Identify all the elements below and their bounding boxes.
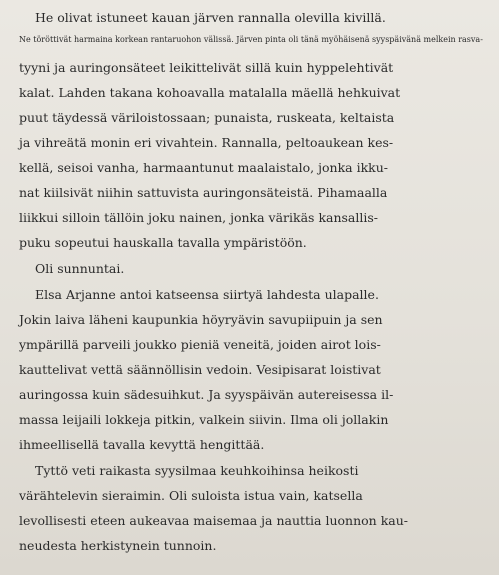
text-line: Oli sunnuntai. (35, 261, 125, 276)
text-line: ihmeellisellä tavalla kevyttä hengittää. (19, 437, 265, 452)
text-line: neudesta herkistynein tunnoin. (19, 538, 217, 553)
text-line: He olivat istuneet kauan järven rannalla olevilla kivillä. (35, 10, 386, 25)
text-line: nat kiilsivät niihin sattuvista auringonsäteistä. Pihamaalla (19, 185, 388, 200)
text-line: ja vihreätä monin eri vivahtein. Rannalla, peltoaukean kes- (19, 135, 394, 150)
text-line: Tyttö veti raikasta syysilmaa keuhkoihinsa heikosti (35, 463, 359, 478)
text-line: tyyni ja auringonsäteet leikittelivät sillä kuin hyppelehtivät (19, 60, 394, 75)
text-line: värähtelevin sieraimin. Oli suloista istua vain, katsella (19, 488, 363, 503)
text-line: kalat. Lahden takana kohoavalla matalalla mäellä hehkuivat (19, 85, 401, 100)
text-line: massa leijaili lokkeja pitkin, valkein siivin. Ilma oli jollakin (19, 412, 389, 427)
text-line: liikkui silloin tällöin joku nainen, jonka värikäs kansallis- (19, 210, 379, 225)
text-line: kauttelivat vettä säännöllisin vedoin. Vesipisarat loistivat (19, 362, 381, 377)
text-line: auringossa kuin sädesuihkut. Ja syyspäivän autereisessa il- (19, 387, 394, 402)
text-line: Jokin laiva läheni kaupunkia höyryävin savupiipuin ja sen (19, 312, 383, 327)
text-line: levollisesti eteen aukeavaa maisemaa ja nauttia luonnon kau- (19, 513, 409, 528)
text-line: kellä, seisoi vanha, harmaantunut maalaistalo, jonka ikku- (19, 160, 389, 175)
text-line: Elsa Arjanne antoi katseensa siirtyä lahdesta ulapalle. (35, 287, 379, 302)
text-line: puku sopeutui hauskalla tavalla ympäristöön. (19, 235, 307, 250)
text-line: ympärillä parveili joukko pieniä veneitä, joiden airot lois- (19, 337, 381, 352)
text-line: puut täydessä väriloistossaan; punaista, ruskeata, keltaista (19, 110, 395, 125)
text-line: Ne töröttivät harmaina korkean rantaruohon välissä. Järven pinta oli tänä myöhäisenä syyspäivänä melkein rasva- (19, 35, 483, 44)
